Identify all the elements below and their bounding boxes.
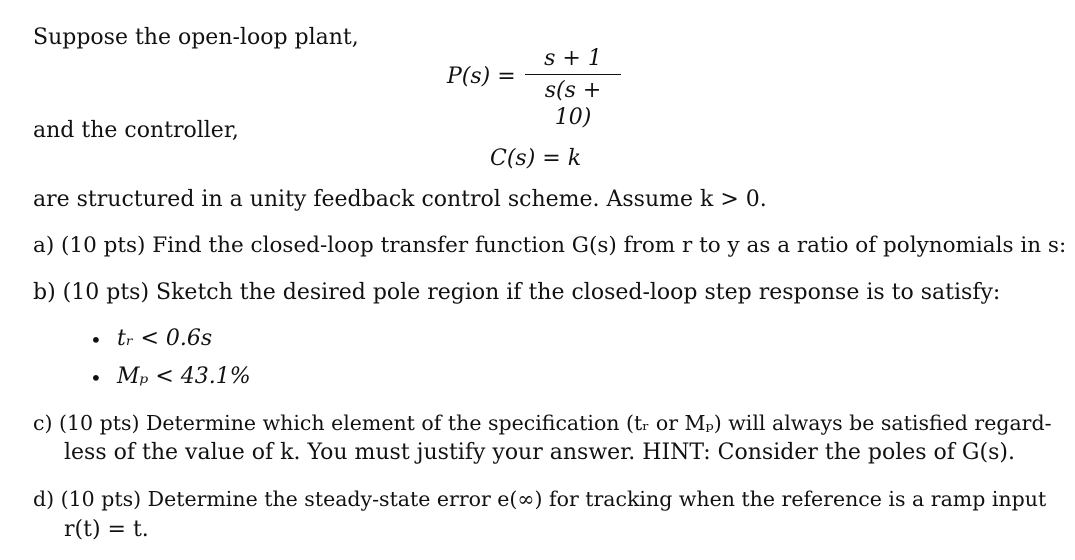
bullet-marker: • — [90, 328, 102, 352]
bullet-marker: • — [90, 366, 102, 390]
structure-text: are structured in a unity feedback control scheme. Assume k > 0. — [33, 187, 767, 212]
part-d-line2: r(t) = t. — [64, 517, 149, 542]
part-d-line1: d) (10 pts) Determine the steady-state error e(∞) for tracking when the reference is a ramp input — [33, 487, 1047, 511]
part-b: b) (10 pts) Sketch the desired pole region if the closed-loop step response is to satisfy: — [33, 280, 1001, 305]
controller-intro: and the controller, — [33, 118, 239, 143]
intro-text: Suppose the open-loop plant, — [33, 25, 359, 50]
plant-lhs: P(s) = — [447, 64, 516, 89]
plant-numerator: s + 1 — [544, 46, 602, 71]
controller-equation: C(s) = k — [490, 146, 582, 171]
part-c-line2: less of the value of k. You must justify your answer. HINT: Consider the poles of G(s). — [64, 440, 1015, 465]
part-a: a) (10 pts) Find the closed-loop transfer function G(s) from r to y as a ratio of polynomials in s: — [33, 233, 1067, 258]
plant-denominator: s(s + 10) — [544, 78, 602, 130]
spec-rise-time: tᵣ < 0.6s — [117, 326, 213, 351]
fraction-bar — [525, 74, 621, 75]
part-c-line1: c) (10 pts) Determine which element of the specification (tᵣ or Mₚ) will always be satisfied regard- — [33, 411, 1052, 435]
plant-fraction — [525, 46, 621, 131]
spec-overshoot: Mₚ < 43.1% — [117, 364, 251, 389]
